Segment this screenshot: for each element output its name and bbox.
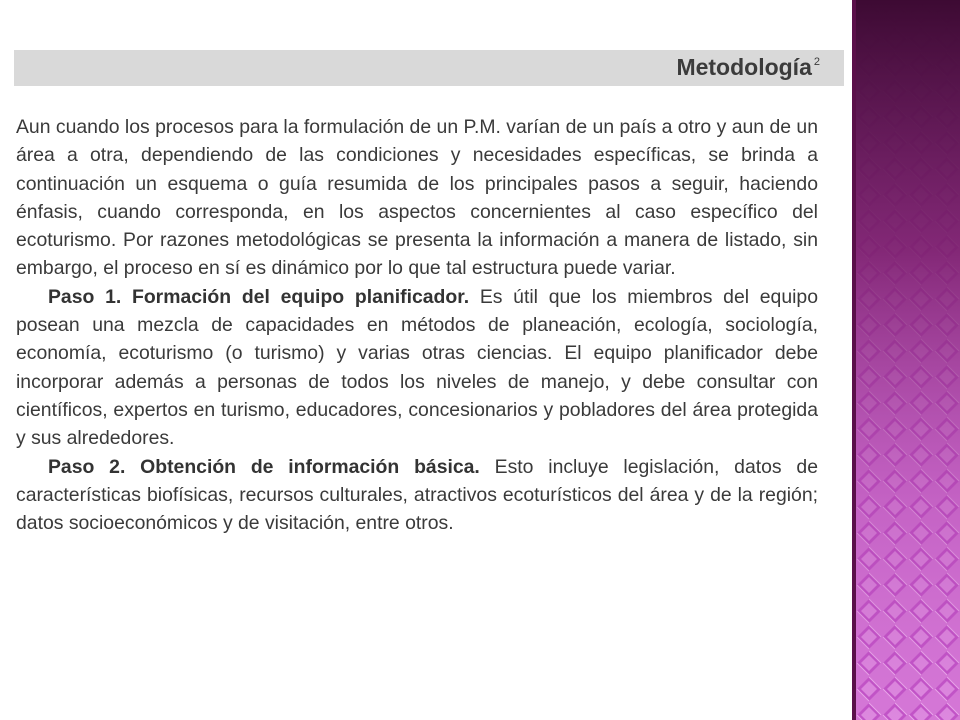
step-1-text: Es útil que los miembros del equipo posean una mezcla de capacidades en métodos de planeación, ecología, sociología, economía, ecoturismo (o turismo) y varias otras ciencias. El equipo planificador debe incorporar además a personas de todos los niveles de manejo, y debe consultar con científicos, expertos en turismo, educadores, concesionarios y pobladores del área protegida y sus alrededores.	[16, 285, 818, 450]
step-1-heading: Paso 1. Formación del equipo planificador.	[48, 285, 470, 308]
step-1-paragraph	[16, 283, 818, 453]
decorative-sidebar	[856, 0, 960, 720]
diamond-pattern	[856, 0, 960, 720]
section-header-bar	[14, 50, 844, 86]
section-title-text: Metodología	[676, 54, 812, 80]
step-2-text: Esto incluye legislación, datos de características biofísicas, recursos culturales, atractivos ecoturísticos del área y de la región; datos socioeconómicos y de visitación, entre otros.	[16, 455, 818, 535]
section-title	[676, 54, 820, 81]
step-2-paragraph	[16, 453, 818, 538]
document-body	[16, 113, 818, 537]
intro-paragraph: Aun cuando los procesos para la formulación de un P.M. varían de un país a otro y aun de un área a otra, dependiendo de las condiciones y necesidades específicas, se brinda a continuación un esquema o guía resumida de los principales pasos a seguir, haciendo énfasis, cuando corresponda, en los aspectos concernientes al caso específico del ecoturismo. Por razones metodológicas se presenta la información a manera de listado, sin embargo, el proceso en sí es dinámico por lo que tal estructura puede variar.	[16, 116, 818, 280]
footnote-marker: 2	[813, 56, 820, 68]
step-2-heading: Paso 2. Obtención de información básica.	[48, 455, 480, 478]
